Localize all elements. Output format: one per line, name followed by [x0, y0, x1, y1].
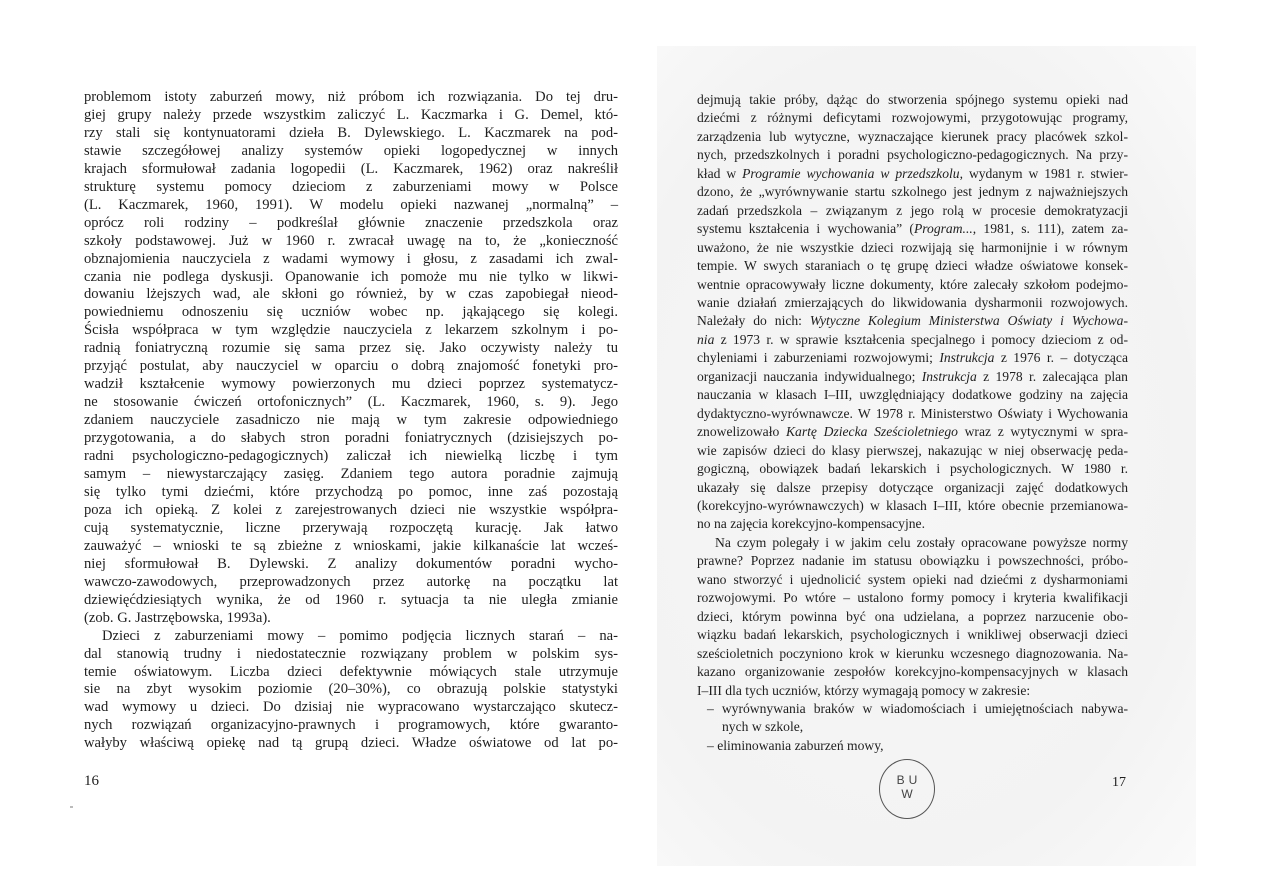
scan-speck [70, 806, 73, 808]
text-segment: dziećmi z różnymi deficytami rozwojowymi, przygotowując programy, [697, 110, 1128, 126]
text-line [84, 699, 618, 717]
italic-title: Program... [913, 221, 973, 237]
text-segment: zauważyć – wnioski te są zbieżne z wnioskami, jakie kilkanaście lat wcześ- [84, 537, 618, 554]
text-line [84, 197, 618, 215]
text-segment: strukturę systemu pomocy dzieciom z zaburzeniami mowy w Polsce [84, 178, 618, 195]
italic-title: Wytyczne Kolegium Ministerstwa Oświaty i Wychowa- [809, 313, 1128, 329]
text-line [84, 269, 618, 287]
text-line [697, 109, 1128, 127]
text-segment: wraz z wytycznymi w spra- [957, 424, 1128, 440]
text-line [697, 571, 1128, 589]
text-line [84, 322, 618, 340]
italic-title: nia [697, 331, 715, 347]
text-segment: dal stanowią trudny i niedostatecznie rozwiązany problem w polskim sys- [84, 645, 618, 662]
text-line [84, 358, 618, 376]
text-segment: gogiczną, obowiązek badań lekarskich i psychologicznych. W 1980 r. [697, 461, 1128, 477]
text-line [697, 331, 1128, 349]
text-segment: temie oświatowym. Liczba dzieci defektywnie mówiących stale utrzymuje [84, 663, 618, 680]
text-line [84, 161, 618, 179]
text-line [697, 239, 1128, 257]
text-line [84, 125, 618, 143]
text-segment: zdaniem nauczyciele zasadniczo nie mają w tym zakresie odpowiedniego [84, 412, 618, 429]
text-segment: sie na zbyt wysokim poziomie (20–30%), co obrazują polskie statystyki [84, 681, 618, 698]
text-segment: ne stosowanie ćwiczeń ortofonicznych” (L. Kaczmarek, 1960, s. 9). Jego [84, 394, 618, 411]
text-line [697, 663, 1128, 681]
italic-title: Kartę Dziecka Sześcioletniego [785, 424, 958, 440]
text-segment: (zob. G. Jastrzębowska, 1993a). [84, 609, 271, 626]
text-line [84, 376, 618, 394]
text-line [697, 349, 1128, 367]
text-line [697, 608, 1128, 626]
text-segment: problemom istoty zaburzeń mowy, niż próbom ich rozwiązania. Do tej dru- [84, 89, 618, 105]
text-segment: chyleniami i zaburzeniami rozwojowymi; [697, 350, 940, 366]
text-segment: Należały do nich: [697, 313, 810, 329]
text-segment: dydaktyczno-wyrównawcze. W 1978 r. Ministerstwo Oświaty i Wychowania [697, 405, 1128, 421]
text-segment: rozwojowymi. Po wtóre – ustalono formy pomocy i kryteria kwalifikacji [697, 590, 1128, 606]
text-segment: dejmują takie próby, dążąc do stworzenia spójnego systemu opieki nad [697, 92, 1128, 107]
text-segment: wiązku badań lekarskich, psychologicznych i wnikliwej obserwacji dzieci [697, 627, 1128, 643]
text-line [697, 257, 1128, 275]
text-segment: niej sformułował B. Dylewski. Z analizy dokumentów poradni wycho- [84, 555, 618, 572]
text-line [84, 143, 618, 161]
text-segment: z 1976 r. – dotycząca [994, 350, 1129, 366]
page-number-left: 16 [84, 773, 99, 789]
text-line [697, 183, 1128, 201]
library-stamp [879, 759, 935, 819]
text-segment: wałyby właściwą opiekę nad tą grupą dzieci. Władze oświatowe od lat po- [84, 735, 618, 752]
text-segment: zarządzenia lub wytyczne, wyznaczające kierunek pracy placówek szkol- [697, 128, 1128, 144]
text-segment: Dzieci z zaburzeniami mowy – pomimo podjęcia licznych starań – na- [102, 627, 618, 644]
text-line [697, 626, 1128, 644]
text-segment: prawne? Poprzez nadanie im statusu obowiązku i powszechności, próbo- [697, 553, 1128, 569]
text-line [84, 340, 618, 358]
text-line [697, 460, 1128, 478]
text-line [697, 515, 1128, 533]
right-page [657, 46, 1196, 866]
text-segment: zadań przedszkola – związanym z jego rolą w procesie demokratyzacji [697, 202, 1128, 218]
text-line [697, 589, 1128, 607]
text-line [697, 128, 1128, 146]
text-line [697, 220, 1128, 238]
text-segment: cują systematycznie, liczne przerywają rozpoczętą kurację. Jak łatwo [84, 519, 618, 536]
text-segment: wawczo-zawodowych, przeprowadzonych przez autorkę na początku lat [84, 573, 618, 590]
text-line [697, 312, 1128, 330]
text-line [697, 165, 1128, 183]
italic-title: Programie wychowania w przedszkolu [742, 165, 960, 181]
text-segment: (korekcyjno-wyrównawczych) w klasach I–III, które obecnie przemianowa- [697, 497, 1128, 513]
text-line [697, 534, 1128, 552]
text-line [84, 592, 618, 610]
text-segment: , wydanym w 1981 r. stwier- [959, 165, 1128, 181]
text-segment: no na zajęcia korekcyjno-kompensacyjne. [697, 516, 925, 532]
text-line [84, 610, 618, 628]
text-line [697, 405, 1128, 423]
text-segment: wie zapisów dzieci do klasy pierwszej, nakazując w niej obserwację peda- [697, 442, 1128, 458]
text-line [697, 294, 1128, 312]
text-line [84, 233, 618, 251]
text-segment: dzono, że „wyrównywanie startu szkolnego jest jednym z najważniejszych [697, 184, 1128, 200]
text-line [84, 646, 618, 664]
text-line [697, 718, 1128, 736]
text-line [84, 89, 618, 107]
text-line [84, 574, 618, 592]
text-line [697, 368, 1128, 386]
text-line [84, 484, 618, 502]
text-line [84, 735, 618, 753]
text-segment: wentnie opracowywały liczne dokumenty, które zalecały szkołom podejmo- [697, 276, 1128, 292]
text-segment: wad wymowy u dzieci. Do dzisiaj nie wypracowano wystarczająco skutecz- [84, 699, 618, 716]
text-line [84, 251, 618, 269]
text-segment: radni psychologiczno-pedagogicznych) zaliczał ich niewielką liczbę i tym [84, 448, 618, 465]
text-line [697, 497, 1128, 515]
text-segment: kazano organizowanie zespołów korekcyjno-kompensacyjnych w klasach [697, 664, 1128, 680]
text-segment: Ścisła współpraca w tym względzie nauczyciela z lekarzem szkolnym i po- [84, 322, 618, 339]
text-segment: , 1981, s. 111), zatem za- [972, 221, 1128, 237]
text-line [84, 538, 618, 556]
text-line [697, 700, 1128, 718]
text-segment: wanie działań zmierzających do likwidowania dysharmonii rozwojowych. [697, 294, 1128, 310]
text-line [697, 552, 1128, 570]
text-segment: z 1973 r. w sprawie kształcenia specjalnego i pomocy dzieciom z od- [714, 331, 1128, 347]
text-line [697, 479, 1128, 497]
text-segment: znowelizowało [697, 424, 786, 440]
text-segment: dziewięćdziesiątych wynika, że od 1960 r. sytuacja ta nie uległa zmianie [84, 591, 618, 608]
text-line [697, 645, 1128, 663]
text-line [84, 502, 618, 520]
text-line [84, 412, 618, 430]
text-segment: nych w szkole, [722, 719, 804, 735]
text-segment: obznajomienia nauczyciela z wadami wymowy i głosu, z zasadami ich zwal- [84, 250, 618, 267]
text-segment: nauczania w klasach I–III, uwzględniający dodatkowe godziny na zajęcia [697, 387, 1128, 403]
text-line [84, 520, 618, 538]
text-line [84, 304, 618, 322]
text-segment: się tylko tymi dziećmi, które przychodzą po pomoc, inne zaś pozostają [84, 483, 618, 500]
page-number-right: 17 [1112, 775, 1126, 790]
text-line [84, 286, 618, 304]
text-line [697, 276, 1128, 294]
text-line [84, 215, 618, 233]
text-line [697, 737, 1128, 755]
text-segment: wano stworzyć i ujednolicić system opieki nad dziećmi z dysharmoniami [697, 571, 1128, 587]
right-page-text [697, 91, 1128, 755]
text-segment: – eliminowania zaburzeń mowy, [707, 737, 884, 753]
text-segment: systemu kształcenia i wychowania” ( [697, 221, 914, 237]
text-line [84, 664, 618, 682]
text-line [84, 394, 618, 412]
text-segment: powiedniemu odnoszeniu się uczniów wobec np. jąkającego się kolegi. [84, 304, 618, 321]
text-line [84, 466, 618, 484]
italic-title: Instrukcja [921, 368, 977, 384]
text-line [697, 682, 1128, 700]
left-page-text [84, 89, 618, 753]
text-line [697, 442, 1128, 460]
text-segment: giej grupy należy przede wszystkim zaliczyć L. Kaczmarka i G. Demel, któ- [84, 106, 618, 123]
stamp-text-bottom: W [901, 787, 913, 801]
text-segment: – wyrównywania braków w wiadomościach i umiejętnościach nabywa- [707, 700, 1128, 716]
text-line [84, 448, 618, 466]
text-line [697, 146, 1128, 164]
text-segment: wadził kształcenie wymowy powierzonych mu dzieci poprzez systematycz- [84, 376, 618, 393]
text-line [697, 423, 1128, 441]
text-line [84, 628, 618, 646]
text-line [84, 717, 618, 735]
text-segment: sześcioletnich poczyniono krok w kierunku wczesnego diagnozowania. Na- [697, 645, 1128, 661]
text-line [84, 107, 618, 125]
text-line [84, 430, 618, 448]
text-segment: szkoły podstawowej. Już w 1960 r. zwracał uwagę na to, że „konieczność [84, 232, 618, 249]
text-line [84, 556, 618, 574]
text-segment: przyjąć postulat, aby nauczyciel w oparciu o dobrą znajomość fonetyki pro- [84, 358, 618, 375]
text-segment: przygotowania, a do słabych stron poradni foniatrycznych (dzisiejszych po- [84, 430, 618, 447]
text-segment: dzieci, którym powinna być ona udzielana, a poprzez narzucenie obo- [697, 608, 1128, 624]
text-segment: Na czym polegały i w jakim celu zostały opracowane powyższe normy [715, 534, 1128, 550]
text-line [84, 179, 618, 197]
text-segment: (L. Kaczmarek, 1960, 1991). W modelu opieki nazwanej „normalną” – [84, 196, 618, 213]
stamp-text-top: BU [896, 773, 922, 787]
text-segment: nych rozwiązań organizacyjno-prawnych i programowych, które gwaranto- [84, 717, 618, 734]
text-segment: krajach sformułował zadania logopedii (L. Kaczmarek, 1962) oraz nakreślił [84, 160, 618, 177]
text-segment: poza ich opieką. Z kolei z zarejestrowanych dzieci nie wszystkie współpra- [84, 501, 618, 518]
text-segment: ukazały się dalsze przepisy dotyczące organizacji zajęć dodatkowych [697, 479, 1128, 495]
text-segment: nych, przedszkolnych i poradni psychologiczno-pedagogicznych. Na przy- [697, 147, 1128, 163]
text-line [697, 91, 1128, 109]
text-segment: samym – niewystarczający zasięg. Zdaniem tego autora poradnie zajmują [84, 466, 618, 483]
text-segment: czania nie podlega dyskusji. Opanowanie ich pomoże mu nie tylko w likwi- [84, 268, 618, 285]
text-segment: organizacji nauczania indywidualnego; [697, 368, 922, 384]
text-segment: stawie szczegółowej analizy systemów opieki logopedycznej w innych [84, 142, 618, 159]
text-segment: radnią foniatryczną rozumie się sama przez się. Jako oczywisty należy tu [84, 340, 618, 357]
text-segment: uważono, że nie wszystkie dzieci rozwijają się harmonijnie i w równym [697, 239, 1128, 255]
italic-title: Instrukcja [939, 350, 995, 366]
text-segment: tempie. W swych staraniach o tę grupę dzieci władze oświatowe konsek- [697, 258, 1128, 274]
text-segment: I–III dla tych uczniów, którzy wymagają pomocy w zakresie: [697, 682, 1031, 698]
text-line [84, 681, 618, 699]
text-segment: z 1978 r. zalecająca plan [976, 368, 1128, 384]
text-line [697, 386, 1128, 404]
text-segment: rzy stali się kontynuatorami dzieła B. Dylewskiego. L. Kaczmarek na pod- [84, 124, 618, 141]
text-segment: oprócz roli rodziny – podkreślał głównie znaczenie przedszkola oraz [84, 214, 618, 231]
text-segment: dowaniu lżejszych wad, ale skłoni go również, by w czas zapobiegał nieod- [84, 286, 618, 303]
text-line [697, 202, 1128, 220]
text-segment: kład w [697, 165, 743, 181]
